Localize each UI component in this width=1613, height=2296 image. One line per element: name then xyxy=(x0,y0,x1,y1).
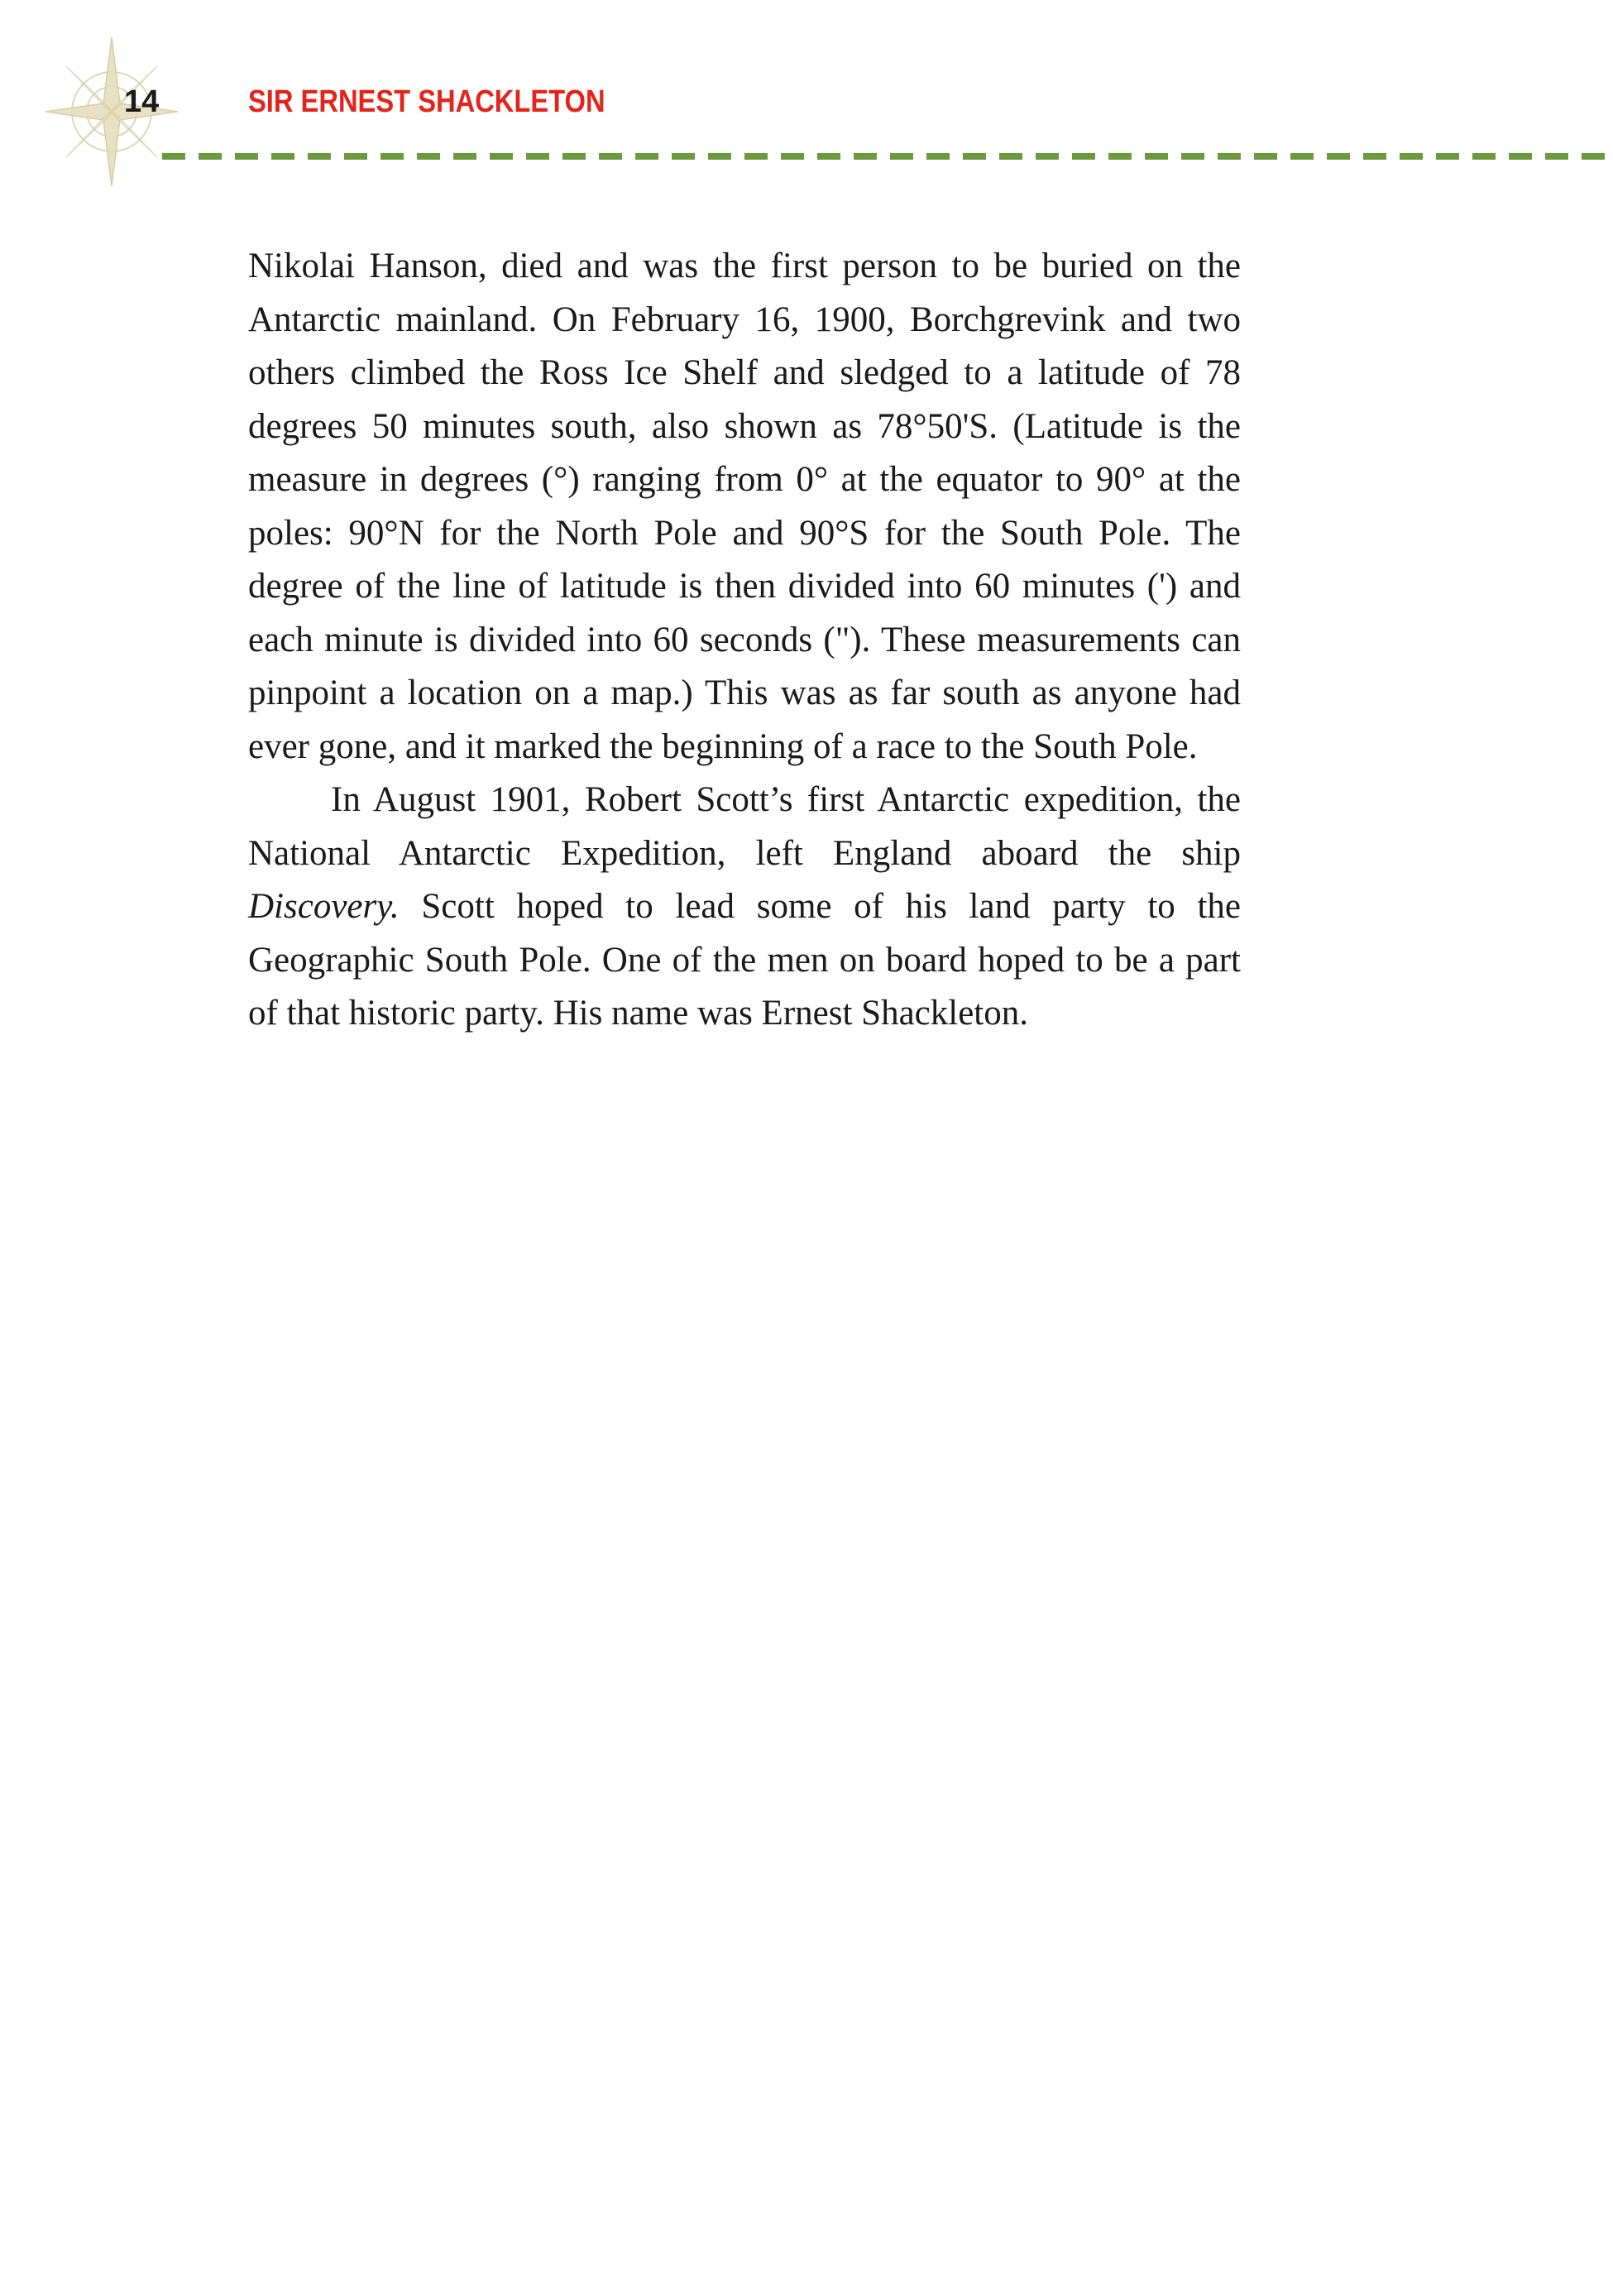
page-number: 14 xyxy=(124,84,160,119)
paragraph: Nikolai Hanson, died and was the first person to be buried on the Antarctic mainland. On February 16, 1900, Borchgrevink and two others climbed the Ross Ice Shelf and sledged to a latitude of 78 degrees 50 minutes south, also shown as 78°50'S. (Latitude is the measure in degrees (°) ranging from 0° at the equator to 90° at the poles: 90°N for the North Pole and 90°S for the South Pole. The degree of the line of latitude is then divided into 60 minutes (') and each minute is divided into 60 seconds ("). These measurements can pinpoint a location on a map.) This was as far south as anyone had ever gone, and it marked the beginning of a race to the South Pole. xyxy=(248,247,1241,766)
header-dashed-rule xyxy=(162,153,1613,160)
running-head: SIR ERNEST SHACKLETON xyxy=(248,84,605,119)
paragraph-text: In August 1901, Robert Scott’s first Antarctic expedition, the National Antarctic Expedition, left England aboard the ship xyxy=(248,780,1241,873)
body-text xyxy=(248,240,1241,1041)
ship-name: Discovery. xyxy=(248,887,400,926)
paragraph-text: Scott hoped to lead some of his land party to the Geographic South Pole. One of the men on board hoped to be a part of that historic party. His name was Ernest Shackleton. xyxy=(248,887,1241,1033)
paragraph xyxy=(248,774,1241,1041)
compass-rose-icon xyxy=(41,33,182,190)
